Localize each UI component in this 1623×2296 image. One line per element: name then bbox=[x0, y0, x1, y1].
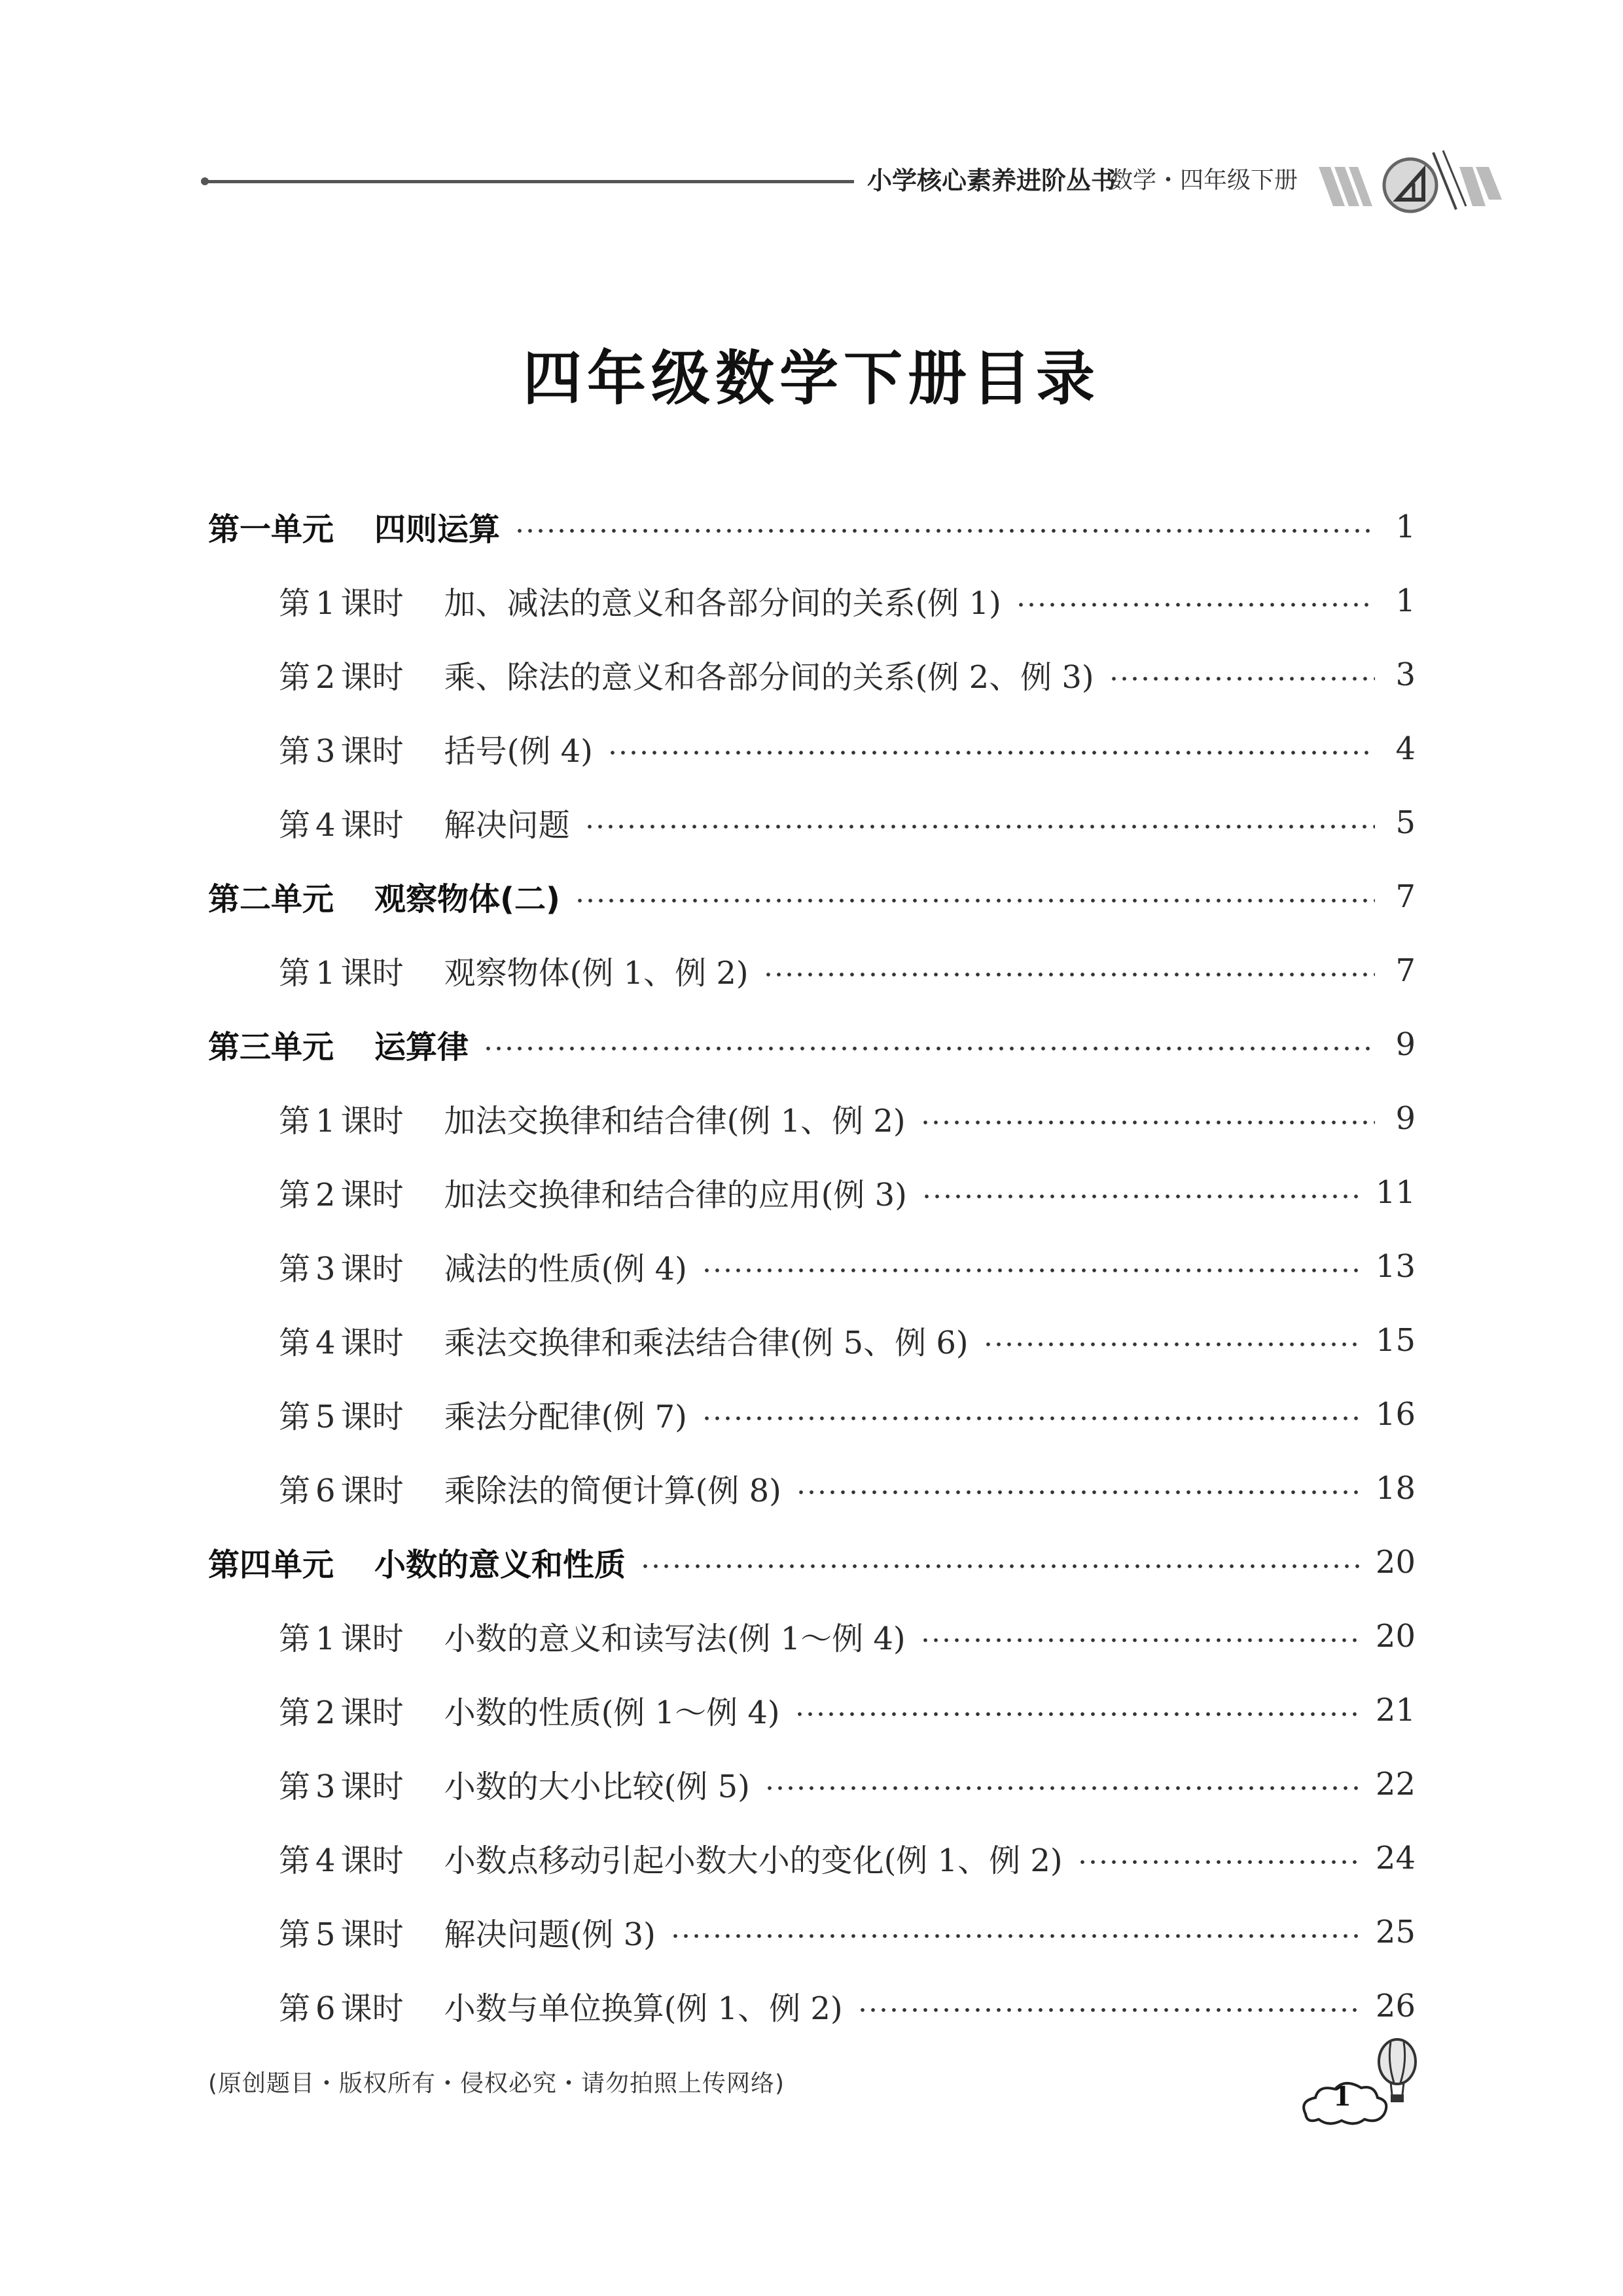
dot-leader bbox=[702, 1416, 1361, 1420]
toc-unit-row bbox=[208, 1007, 1416, 1081]
dot-leader bbox=[983, 1342, 1361, 1346]
lesson-label bbox=[279, 1391, 404, 1437]
lesson-title: 小数的大小比较(例 5) bbox=[444, 1768, 750, 1805]
lesson-number: 2 bbox=[315, 659, 336, 696]
toc-lesson-row bbox=[208, 1673, 1416, 1747]
dot-leader bbox=[670, 1934, 1361, 1938]
page-ref: 21 bbox=[1375, 1691, 1416, 1729]
page-ref: 25 bbox=[1375, 1913, 1416, 1950]
lesson-prefix: 第 bbox=[279, 1621, 311, 1657]
dot-leader bbox=[921, 1194, 1361, 1198]
lesson-prefix: 第 bbox=[279, 807, 311, 844]
lesson-prefix: 第 bbox=[279, 659, 311, 696]
page-ref: 26 bbox=[1375, 1987, 1416, 2024]
dot-leader bbox=[920, 1638, 1361, 1642]
lesson-suffix: 课时 bbox=[340, 1473, 404, 1509]
lesson-prefix: 第 bbox=[279, 1842, 311, 1879]
lesson-number: 1 bbox=[315, 955, 336, 992]
lesson-label bbox=[279, 1244, 404, 1289]
lesson-prefix: 第 bbox=[279, 1103, 311, 1139]
table-of-contents bbox=[208, 490, 1416, 2043]
running-header bbox=[206, 147, 1505, 219]
toc-lesson-row bbox=[208, 564, 1416, 637]
lesson-number: 4 bbox=[315, 1842, 336, 1879]
lesson-suffix: 课时 bbox=[340, 1251, 404, 1287]
dot-leader bbox=[920, 1121, 1375, 1124]
dot-leader bbox=[764, 1786, 1361, 1790]
unit-label bbox=[208, 1539, 334, 1585]
unit-label bbox=[208, 504, 334, 549]
page-ref: 4 bbox=[1395, 730, 1416, 767]
toc-lesson-row bbox=[208, 933, 1416, 1007]
lesson-prefix: 第 bbox=[279, 1916, 311, 1953]
toc-lesson-row bbox=[208, 1155, 1416, 1229]
unit-label bbox=[208, 1022, 334, 1067]
lesson-number: 1 bbox=[315, 1621, 336, 1657]
page-ref: 22 bbox=[1375, 1765, 1416, 1803]
toc-lesson-row bbox=[208, 711, 1416, 785]
balloon-cloud-icon bbox=[1293, 2036, 1430, 2134]
subject-grade: 数学・四年级下册 bbox=[1109, 167, 1298, 194]
lesson-prefix: 第 bbox=[279, 1990, 311, 2027]
lesson-suffix: 课时 bbox=[340, 585, 404, 622]
lesson-label bbox=[279, 1909, 404, 1954]
toc-lesson-row bbox=[208, 1895, 1416, 1969]
lesson-title: 观察物体(例 1、例 2) bbox=[444, 955, 749, 992]
lesson-label bbox=[279, 652, 404, 697]
lesson-number: 3 bbox=[315, 1251, 336, 1287]
lesson-suffix: 课时 bbox=[340, 1325, 404, 1361]
lesson-label bbox=[279, 1983, 404, 2028]
lesson-title: 加、减法的意义和各部分间的关系(例 1) bbox=[444, 585, 1001, 622]
unit-number: 第三单元 bbox=[208, 1029, 334, 1066]
lesson-label bbox=[279, 578, 404, 623]
lesson-suffix: 课时 bbox=[340, 1842, 404, 1879]
page-ref: 15 bbox=[1375, 1321, 1416, 1359]
page-ref: 16 bbox=[1375, 1395, 1416, 1433]
lesson-suffix: 课时 bbox=[340, 955, 404, 992]
lesson-title: 括号(例 4) bbox=[444, 733, 593, 770]
lesson-number: 5 bbox=[315, 1916, 336, 1953]
page-ref: 13 bbox=[1375, 1247, 1416, 1285]
dot-leader bbox=[1077, 1860, 1361, 1864]
dot-leader bbox=[796, 1490, 1361, 1494]
lesson-suffix: 课时 bbox=[340, 1916, 404, 1953]
lesson-number: 2 bbox=[315, 1695, 336, 1731]
lesson-title: 减法的性质(例 4) bbox=[444, 1251, 687, 1287]
lesson-title: 解决问题(例 3) bbox=[444, 1916, 656, 1953]
page-number-badge bbox=[1293, 2036, 1430, 2134]
toc-unit-row bbox=[208, 490, 1416, 564]
page-ref: 9 bbox=[1395, 1026, 1416, 1063]
dot-leader bbox=[794, 1712, 1361, 1716]
dot-leader bbox=[575, 899, 1375, 903]
toc-lesson-row bbox=[208, 1303, 1416, 1377]
lesson-suffix: 课时 bbox=[340, 807, 404, 844]
lesson-prefix: 第 bbox=[279, 1251, 311, 1287]
lesson-suffix: 课时 bbox=[340, 1990, 404, 2027]
page-ref: 18 bbox=[1375, 1469, 1416, 1507]
lesson-suffix: 课时 bbox=[340, 733, 404, 770]
lesson-label bbox=[279, 1318, 404, 1363]
unit-label bbox=[208, 874, 334, 919]
lesson-title: 小数与单位换算(例 1、例 2) bbox=[444, 1990, 843, 2027]
header-rule bbox=[206, 180, 854, 183]
lesson-number: 1 bbox=[315, 585, 336, 622]
lesson-number: 6 bbox=[315, 1473, 336, 1509]
toc-unit-row bbox=[208, 1525, 1416, 1599]
toc-lesson-row bbox=[208, 1821, 1416, 1895]
lesson-label bbox=[279, 1096, 404, 1141]
toc-lesson-row bbox=[208, 1747, 1416, 1821]
dot-leader bbox=[763, 973, 1375, 977]
lesson-label bbox=[279, 948, 404, 993]
toc-lesson-row bbox=[208, 1599, 1416, 1673]
page-ref: 1 bbox=[1395, 508, 1416, 545]
toc-lesson-row bbox=[208, 785, 1416, 859]
dot-leader bbox=[1109, 677, 1375, 681]
lesson-title: 小数的性质(例 1～例 4) bbox=[444, 1695, 780, 1731]
unit-number: 第二单元 bbox=[208, 881, 334, 918]
page-ref: 1 bbox=[1395, 582, 1416, 619]
page-ref: 3 bbox=[1395, 656, 1416, 693]
toc-lesson-row bbox=[208, 637, 1416, 711]
dot-leader bbox=[702, 1268, 1361, 1272]
lesson-label bbox=[279, 1613, 404, 1659]
page-ref: 24 bbox=[1375, 1839, 1416, 1876]
lesson-suffix: 课时 bbox=[340, 1695, 404, 1731]
lesson-prefix: 第 bbox=[279, 1695, 311, 1731]
toc-unit-row bbox=[208, 859, 1416, 933]
lesson-number: 4 bbox=[315, 807, 336, 844]
toc-lesson-row bbox=[208, 1081, 1416, 1155]
lesson-number: 2 bbox=[315, 1177, 336, 1213]
lesson-label bbox=[279, 1687, 404, 1732]
lesson-number: 1 bbox=[315, 1103, 336, 1139]
lesson-title: 加法交换律和结合律的应用(例 3) bbox=[444, 1177, 907, 1213]
book-logo-icon bbox=[1319, 147, 1508, 219]
toc-lesson-row bbox=[208, 1229, 1416, 1303]
lesson-suffix: 课时 bbox=[340, 1177, 404, 1213]
unit-title: 观察物体(二) bbox=[374, 881, 560, 918]
series-title: 小学核心素养进阶丛书 bbox=[867, 166, 1116, 195]
dot-leader bbox=[584, 825, 1375, 829]
page-ref: 7 bbox=[1395, 878, 1416, 915]
lesson-suffix: 课时 bbox=[340, 659, 404, 696]
lesson-prefix: 第 bbox=[279, 955, 311, 992]
dot-leader bbox=[640, 1564, 1361, 1568]
lesson-suffix: 课时 bbox=[340, 1103, 404, 1139]
lesson-label bbox=[279, 1170, 404, 1215]
toc-lesson-row bbox=[208, 1451, 1416, 1525]
page-title: 四年级数学下册目录 bbox=[523, 344, 1100, 413]
lesson-label bbox=[279, 1835, 404, 1880]
lesson-prefix: 第 bbox=[279, 1177, 311, 1213]
lesson-title: 乘法交换律和乘法结合律(例 5、例 6) bbox=[444, 1325, 969, 1361]
lesson-number: 6 bbox=[315, 1990, 336, 2027]
unit-title: 运算律 bbox=[374, 1029, 469, 1066]
lesson-title: 乘法分配律(例 7) bbox=[444, 1399, 687, 1435]
copyright-notice: (原创题目・版权所有・侵权必究・请勿拍照上传网络) bbox=[208, 2070, 785, 2097]
unit-number: 第四单元 bbox=[208, 1547, 334, 1583]
page-ref: 20 bbox=[1375, 1617, 1416, 1655]
lesson-prefix: 第 bbox=[279, 1768, 311, 1805]
dot-leader bbox=[483, 1047, 1375, 1050]
lesson-suffix: 课时 bbox=[340, 1768, 404, 1805]
lesson-prefix: 第 bbox=[279, 733, 311, 770]
unit-number: 第一单元 bbox=[208, 511, 334, 548]
page-ref: 7 bbox=[1395, 952, 1416, 989]
lesson-title: 加法交换律和结合律(例 1、例 2) bbox=[444, 1103, 906, 1139]
lesson-suffix: 课时 bbox=[340, 1399, 404, 1435]
lesson-prefix: 第 bbox=[279, 1399, 311, 1435]
page-ref: 5 bbox=[1395, 804, 1416, 841]
unit-title: 四则运算 bbox=[374, 511, 501, 548]
unit-title: 小数的意义和性质 bbox=[374, 1547, 626, 1583]
dot-leader bbox=[514, 529, 1375, 533]
page-ref: 11 bbox=[1375, 1174, 1416, 1211]
lesson-title: 乘、除法的意义和各部分间的关系(例 2、例 3) bbox=[444, 659, 1094, 696]
dot-leader bbox=[857, 2008, 1361, 2012]
lesson-label bbox=[279, 800, 404, 845]
dot-leader bbox=[1016, 603, 1375, 607]
page-ref: 20 bbox=[1375, 1543, 1416, 1581]
lesson-number: 3 bbox=[315, 733, 336, 770]
lesson-label bbox=[279, 1465, 404, 1511]
lesson-title: 小数点移动引起小数大小的变化(例 1、例 2) bbox=[444, 1842, 1063, 1879]
page-ref: 9 bbox=[1395, 1100, 1416, 1137]
lesson-title: 解决问题 bbox=[444, 807, 570, 844]
lesson-number: 3 bbox=[315, 1768, 336, 1805]
toc-lesson-row bbox=[208, 1377, 1416, 1451]
lesson-number: 5 bbox=[315, 1399, 336, 1435]
lesson-title: 乘除法的简便计算(例 8) bbox=[444, 1473, 781, 1509]
lesson-number: 4 bbox=[315, 1325, 336, 1361]
lesson-prefix: 第 bbox=[279, 585, 311, 622]
lesson-prefix: 第 bbox=[279, 1325, 311, 1361]
page-number: 1 bbox=[1333, 2081, 1351, 2112]
lesson-title: 小数的意义和读写法(例 1～例 4) bbox=[444, 1621, 906, 1657]
dot-leader bbox=[607, 751, 1375, 755]
lesson-prefix: 第 bbox=[279, 1473, 311, 1509]
lesson-suffix: 课时 bbox=[340, 1621, 404, 1657]
lesson-label bbox=[279, 726, 404, 771]
lesson-label bbox=[279, 1761, 404, 1806]
toc-lesson-row bbox=[208, 1969, 1416, 2043]
